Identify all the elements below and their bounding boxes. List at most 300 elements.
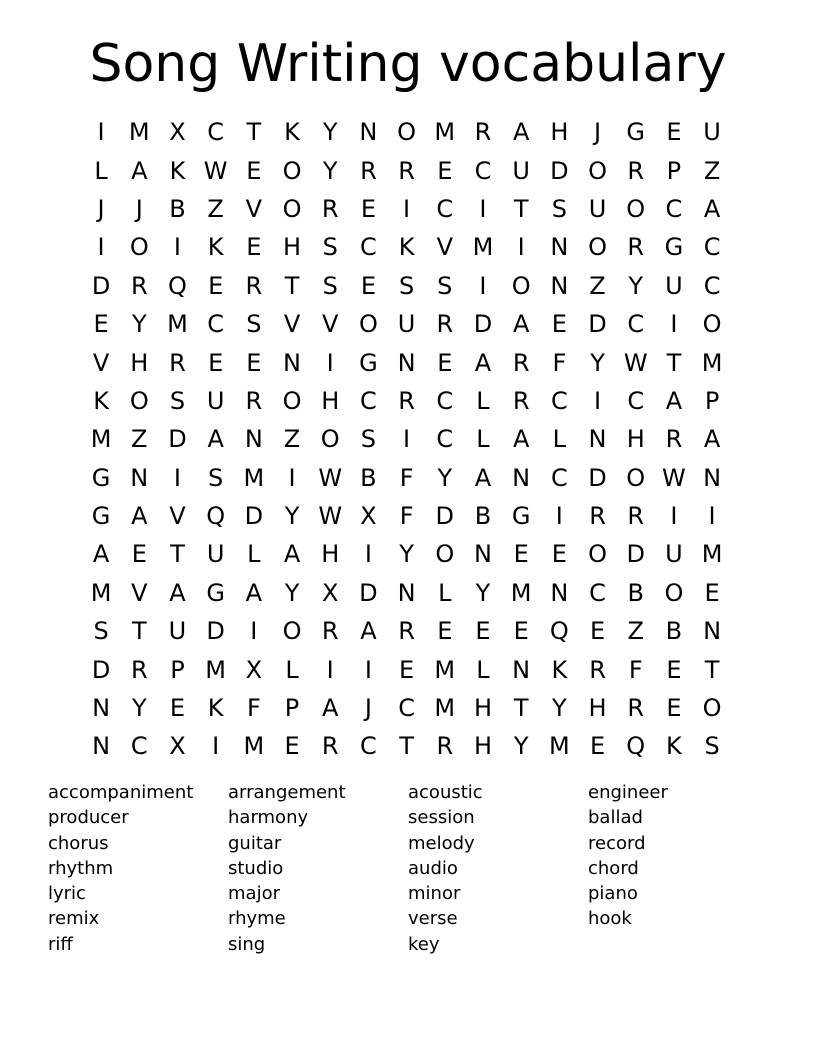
grid-letter: C <box>665 194 683 223</box>
grid-letter: E <box>551 540 567 569</box>
grid-letter: C <box>550 386 568 415</box>
grid-letter: S <box>398 271 415 300</box>
grid-letter: C <box>436 386 454 415</box>
grid-letter: S <box>246 310 262 339</box>
grid-letter: A <box>283 540 301 569</box>
word-list-item: minor <box>408 883 461 905</box>
grid-letter: Y <box>322 156 338 185</box>
grid-letter: U <box>703 118 721 147</box>
grid-letter: S <box>322 271 338 300</box>
grid-letter: E <box>399 655 415 684</box>
grid-letter: D <box>435 502 455 531</box>
grid-letter: D <box>359 578 378 607</box>
grid-letter: C <box>627 310 645 339</box>
grid-letter: E <box>666 118 682 147</box>
grid-letter: Q <box>206 502 226 531</box>
grid-letter: D <box>206 617 225 646</box>
grid-letter: R <box>398 156 415 185</box>
grid-letter: Y <box>284 578 300 607</box>
grid-letter: C <box>703 233 721 262</box>
grid-letter: O <box>626 194 646 223</box>
grid-letter: O <box>129 386 149 415</box>
grid-letter: C <box>436 425 454 454</box>
grid-letter: D <box>473 310 493 339</box>
grid-letter: I <box>288 463 296 492</box>
grid-letter: E <box>246 348 262 377</box>
grid-letter: K <box>169 156 186 185</box>
grid-letter: L <box>476 425 490 454</box>
grid-letter: F <box>399 463 414 492</box>
grid-letter: N <box>588 425 607 454</box>
grid-letter: E <box>437 617 453 646</box>
grid-row <box>82 228 732 266</box>
word-list-item: accompaniment <box>48 782 194 803</box>
grid-letter: V <box>131 578 148 607</box>
grid-letter: I <box>479 271 487 300</box>
grid-letter: E <box>131 540 147 569</box>
grid-letter: N <box>473 540 492 569</box>
grid-letter: O <box>588 540 607 569</box>
grid-letter: T <box>399 732 414 761</box>
grid-letter: E <box>589 732 606 761</box>
grid-letter: E <box>666 694 682 723</box>
grid-letter: W <box>662 463 686 492</box>
grid-letter: F <box>399 502 414 531</box>
grid-letter: U <box>588 194 607 223</box>
grid-letter: J <box>97 194 105 223</box>
grid-letter: I <box>364 540 372 569</box>
grid-letter: R <box>665 425 683 454</box>
grid-letter: B <box>360 463 377 492</box>
grid-letter: I <box>479 194 487 223</box>
grid-letter: M <box>548 732 570 761</box>
grid-letter: U <box>665 540 683 569</box>
word-list-item: rhythm <box>48 857 114 879</box>
grid-letter: C <box>703 271 721 300</box>
grid-row <box>82 535 732 573</box>
grid-letter: A <box>512 425 530 454</box>
grid-letter: Y <box>399 540 414 569</box>
grid-letter: N <box>130 463 149 492</box>
grid-letter: H <box>473 732 492 761</box>
grid-letter: X <box>169 732 186 761</box>
grid-letter: E <box>475 617 491 646</box>
grid-letter: M <box>243 463 265 492</box>
grid-letter: D <box>626 540 645 569</box>
grid-letter: I <box>326 348 334 377</box>
grid-letter: W <box>318 502 343 531</box>
grid-letter: T <box>704 655 720 684</box>
grid-letter: I <box>670 310 678 339</box>
grid-row <box>82 343 732 381</box>
grid-letter: E <box>246 156 262 185</box>
grid-letter: O <box>664 578 684 607</box>
grid-letter: M <box>167 310 188 339</box>
grid-letter: N <box>397 348 416 377</box>
grid-letter: R <box>321 194 339 223</box>
grid-letter: H <box>588 694 607 723</box>
grid-letter: I <box>403 194 411 223</box>
grid-letter: N <box>92 694 111 723</box>
grid-letter: G <box>511 502 531 531</box>
grid-letter: C <box>474 156 492 185</box>
grid-letter: A <box>360 617 377 646</box>
grid-letter: B <box>627 578 644 607</box>
grid-letter: V <box>92 348 110 377</box>
word-list-item: harmony <box>228 807 309 829</box>
word-list-item: riff <box>48 933 73 955</box>
grid-row <box>82 113 732 151</box>
grid-letter: Z <box>207 194 224 223</box>
grid-letter: I <box>555 502 563 531</box>
word-list-item: verse <box>408 908 458 930</box>
grid-letter: H <box>321 386 340 415</box>
grid-letter: R <box>589 655 606 684</box>
grid-letter: M <box>434 118 456 147</box>
grid-letter: Z <box>131 425 148 454</box>
grid-letter: Q <box>549 617 569 646</box>
grid-letter: S <box>93 617 109 646</box>
grid-letter: S <box>704 732 720 761</box>
grid-letter: C <box>207 310 225 339</box>
grid-letter: T <box>513 194 529 223</box>
grid-letter: Y <box>437 463 453 492</box>
word-list-item: arrangement <box>228 782 346 803</box>
grid-letter: A <box>665 386 683 415</box>
grid-letter: A <box>322 694 339 723</box>
grid-letter: T <box>170 540 185 569</box>
grid-letter: K <box>284 118 300 147</box>
grid-letter: S <box>208 463 224 492</box>
grid-letter: T <box>246 118 262 147</box>
grid-letter: S <box>169 386 186 415</box>
grid-letter: M <box>701 540 723 569</box>
grid-letter: I <box>97 118 105 147</box>
grid-letter: C <box>360 386 377 415</box>
grid-letter: V <box>283 310 301 339</box>
grid-letter: K <box>93 386 109 415</box>
grid-letter: M <box>205 655 227 684</box>
grid-letter: V <box>322 310 339 339</box>
grid-letter: T <box>284 271 300 300</box>
grid-letter: G <box>206 578 225 607</box>
grid-letter: A <box>474 463 492 492</box>
grid-letter: R <box>589 502 606 531</box>
grid-letter: C <box>360 732 377 761</box>
grid-row <box>82 650 732 688</box>
grid-letter: T <box>513 694 529 723</box>
grid-letter: X <box>360 502 377 531</box>
grid-letter: O <box>626 463 646 492</box>
grid-letter: A <box>245 578 263 607</box>
grid-letter: B <box>665 617 683 646</box>
grid-letter: O <box>511 271 531 300</box>
grid-letter: A <box>92 540 110 569</box>
grid-letter: L <box>476 655 490 684</box>
grid-letter: M <box>128 118 150 147</box>
grid-letter: P <box>704 386 720 415</box>
grid-letter: B <box>474 502 492 531</box>
grid-letter: I <box>97 233 105 262</box>
grid-letter: G <box>359 348 378 377</box>
grid-letter: N <box>512 463 531 492</box>
grid-letter: M <box>90 425 112 454</box>
grid-letter: U <box>512 156 530 185</box>
grid-letter: H <box>626 425 645 454</box>
grid-letter: E <box>666 655 682 684</box>
word-list-item: session <box>408 807 475 829</box>
grid-letter: Q <box>626 732 646 761</box>
grid-letter: C <box>398 694 415 723</box>
grid-letter: I <box>326 655 334 684</box>
grid-letter: Y <box>322 118 338 147</box>
grid-letter: P <box>284 694 300 723</box>
grid-letter: Q <box>168 271 187 300</box>
grid-letter: D <box>91 655 111 684</box>
word-list-item: chord <box>588 857 639 879</box>
grid-letter: X <box>321 578 339 607</box>
grid-letter: K <box>551 655 568 684</box>
grid-letter: E <box>360 194 376 223</box>
grid-letter: J <box>135 194 143 223</box>
word-list-item: rhyme <box>228 908 286 930</box>
grid-letter: M <box>434 694 456 723</box>
grid-letter: A <box>131 502 148 531</box>
grid-letter: T <box>666 348 682 377</box>
word-list-item: piano <box>588 883 638 905</box>
word-list-item: sing <box>228 933 266 955</box>
grid-letter: M <box>701 348 723 377</box>
grid-letter: I <box>364 655 372 684</box>
grid-letter: E <box>437 348 453 377</box>
grid-letter: D <box>588 310 607 339</box>
word-list-item: engineer <box>588 782 668 803</box>
grid-letter: E <box>284 732 300 761</box>
grid-letter: K <box>666 732 682 761</box>
grid-letter: M <box>472 233 494 262</box>
word-list-item: hook <box>588 908 632 930</box>
grid-letter: N <box>359 118 378 147</box>
grid-letter: N <box>550 233 569 262</box>
word-list-item: guitar <box>228 832 282 854</box>
grid-letter: C <box>550 463 568 492</box>
word-column <box>588 780 768 957</box>
grid-row <box>82 420 732 458</box>
grid-letter: D <box>244 502 264 531</box>
grid-letter: K <box>207 233 224 262</box>
word-list-item: chorus <box>48 832 109 854</box>
word-column <box>228 780 408 957</box>
grid-letter: R <box>436 310 454 339</box>
grid-row <box>82 382 732 420</box>
grid-letter: I <box>403 425 411 454</box>
grid-row <box>82 151 732 189</box>
grid-letter: L <box>285 655 299 684</box>
grid-letter: K <box>207 694 224 723</box>
grid-letter: E <box>513 617 529 646</box>
grid-letter: A <box>512 118 530 147</box>
grid-letter: B <box>169 194 186 223</box>
grid-letter: A <box>474 348 492 377</box>
grid-letter: I <box>670 502 678 531</box>
grid-letter: O <box>358 310 378 339</box>
grid-letter: R <box>321 617 339 646</box>
grid-letter: N <box>92 732 111 761</box>
grid-letter: N <box>550 271 569 300</box>
grid-letter: C <box>589 578 606 607</box>
grid-letter: H <box>321 540 340 569</box>
grid-letter: A <box>131 156 148 185</box>
grid-letter: L <box>94 156 108 185</box>
grid-letter: Y <box>513 732 529 761</box>
grid-letter: E <box>704 578 720 607</box>
grid-letter: X <box>245 655 263 684</box>
grid-letter: R <box>245 386 263 415</box>
grid-letter: R <box>512 348 530 377</box>
grid-letter: R <box>321 732 339 761</box>
word-list-item: major <box>228 883 280 905</box>
grid-letter: O <box>397 118 417 147</box>
grid-letter: C <box>360 233 377 262</box>
grid-letter: O <box>702 694 722 723</box>
grid-letter: X <box>169 118 186 147</box>
grid-row <box>82 190 732 228</box>
grid-row <box>82 497 732 535</box>
grid-letter: R <box>245 271 263 300</box>
grid-letter: I <box>173 463 181 492</box>
grid-letter: H <box>473 694 492 723</box>
grid-letter: E <box>93 310 109 339</box>
grid-letter: D <box>168 425 187 454</box>
grid-letter: E <box>437 156 453 185</box>
grid-letter: N <box>283 348 301 377</box>
word-list-item: lyric <box>48 883 86 905</box>
grid-letter: I <box>173 233 181 262</box>
grid-letter: A <box>169 578 186 607</box>
grid-letter: M <box>434 655 456 684</box>
grid-letter: O <box>702 310 722 339</box>
grid-letter: S <box>551 194 567 223</box>
grid-letter: C <box>627 386 645 415</box>
grid-letter: V <box>169 502 186 531</box>
grid-letter: L <box>552 425 567 454</box>
grid-letter: O <box>282 194 302 223</box>
grid-letter: R <box>627 233 645 262</box>
grid-letter: A <box>512 310 530 339</box>
grid-letter: G <box>664 233 684 262</box>
word-list-item: remix <box>48 908 100 930</box>
grid-letter: I <box>250 617 258 646</box>
grid-letter: U <box>665 271 683 300</box>
letter-grid <box>82 113 732 766</box>
word-list-item: audio <box>408 857 458 879</box>
grid-letter: L <box>247 540 261 569</box>
grid-letter: O <box>320 425 340 454</box>
grid-letter: D <box>588 463 607 492</box>
grid-letter: O <box>282 156 302 185</box>
grid-letter: R <box>627 502 645 531</box>
grid-letter: E <box>589 617 606 646</box>
grid-letter: R <box>627 694 645 723</box>
grid-letter: O <box>129 233 149 262</box>
grid-letter: P <box>666 156 682 185</box>
grid-letter: C <box>207 118 225 147</box>
grid-letter: R <box>360 156 377 185</box>
grid-letter: R <box>398 386 415 415</box>
grid-row <box>82 574 732 612</box>
grid-letter: M <box>243 732 265 761</box>
grid-letter: O <box>588 233 607 262</box>
grid-letter: V <box>245 194 263 223</box>
grid-letter: C <box>436 194 454 223</box>
grid-letter: U <box>168 617 187 646</box>
grid-letter: T <box>131 617 147 646</box>
grid-letter: A <box>703 194 721 223</box>
grid-letter: O <box>435 540 455 569</box>
word-column <box>48 780 228 957</box>
grid-letter: Y <box>628 271 644 300</box>
grid-letter: Z <box>703 156 721 185</box>
grid-letter: N <box>703 463 722 492</box>
word-list-item: melody <box>408 832 475 854</box>
grid-letter: H <box>283 233 302 262</box>
word-list-item: acoustic <box>408 782 483 803</box>
grid-letter: P <box>170 655 185 684</box>
grid-letter: E <box>208 271 224 300</box>
grid-letter: F <box>246 694 261 723</box>
grid-row <box>82 612 732 650</box>
grid-letter: R <box>474 118 492 147</box>
grid-letter: Z <box>283 425 301 454</box>
grid-letter: N <box>550 578 569 607</box>
grid-letter: R <box>130 655 148 684</box>
grid-letter: N <box>512 655 531 684</box>
grid-letter: E <box>513 540 529 569</box>
grid-letter: Y <box>284 502 300 531</box>
grid-letter: I <box>212 732 220 761</box>
word-list-item: key <box>408 933 440 955</box>
grid-letter: U <box>206 386 225 415</box>
grid-letter: O <box>282 617 302 646</box>
grid-letter: E <box>551 310 567 339</box>
grid-letter: N <box>397 578 416 607</box>
grid-row <box>82 459 732 497</box>
grid-letter: Z <box>589 271 606 300</box>
grid-letter: R <box>130 271 148 300</box>
grid-letter: E <box>169 694 186 723</box>
grid-letter: L <box>438 578 452 607</box>
grid-row <box>82 727 732 765</box>
grid-letter: D <box>550 156 569 185</box>
word-column <box>408 780 588 957</box>
grid-letter: D <box>91 271 111 300</box>
grid-letter: S <box>360 425 377 454</box>
grid-letter: E <box>246 233 262 262</box>
grid-letter: Y <box>590 348 605 377</box>
grid-letter: N <box>244 425 263 454</box>
grid-letter: F <box>552 348 567 377</box>
grid-letter: Y <box>131 694 147 723</box>
grid-letter: S <box>322 233 338 262</box>
grid-letter: G <box>91 463 111 492</box>
word-list-item: ballad <box>588 807 643 829</box>
grid-letter: M <box>90 578 112 607</box>
grid-letter: Z <box>627 617 644 646</box>
grid-letter: I <box>708 502 716 531</box>
grid-letter: R <box>398 617 415 646</box>
grid-letter: C <box>130 732 148 761</box>
grid-letter: R <box>512 386 530 415</box>
